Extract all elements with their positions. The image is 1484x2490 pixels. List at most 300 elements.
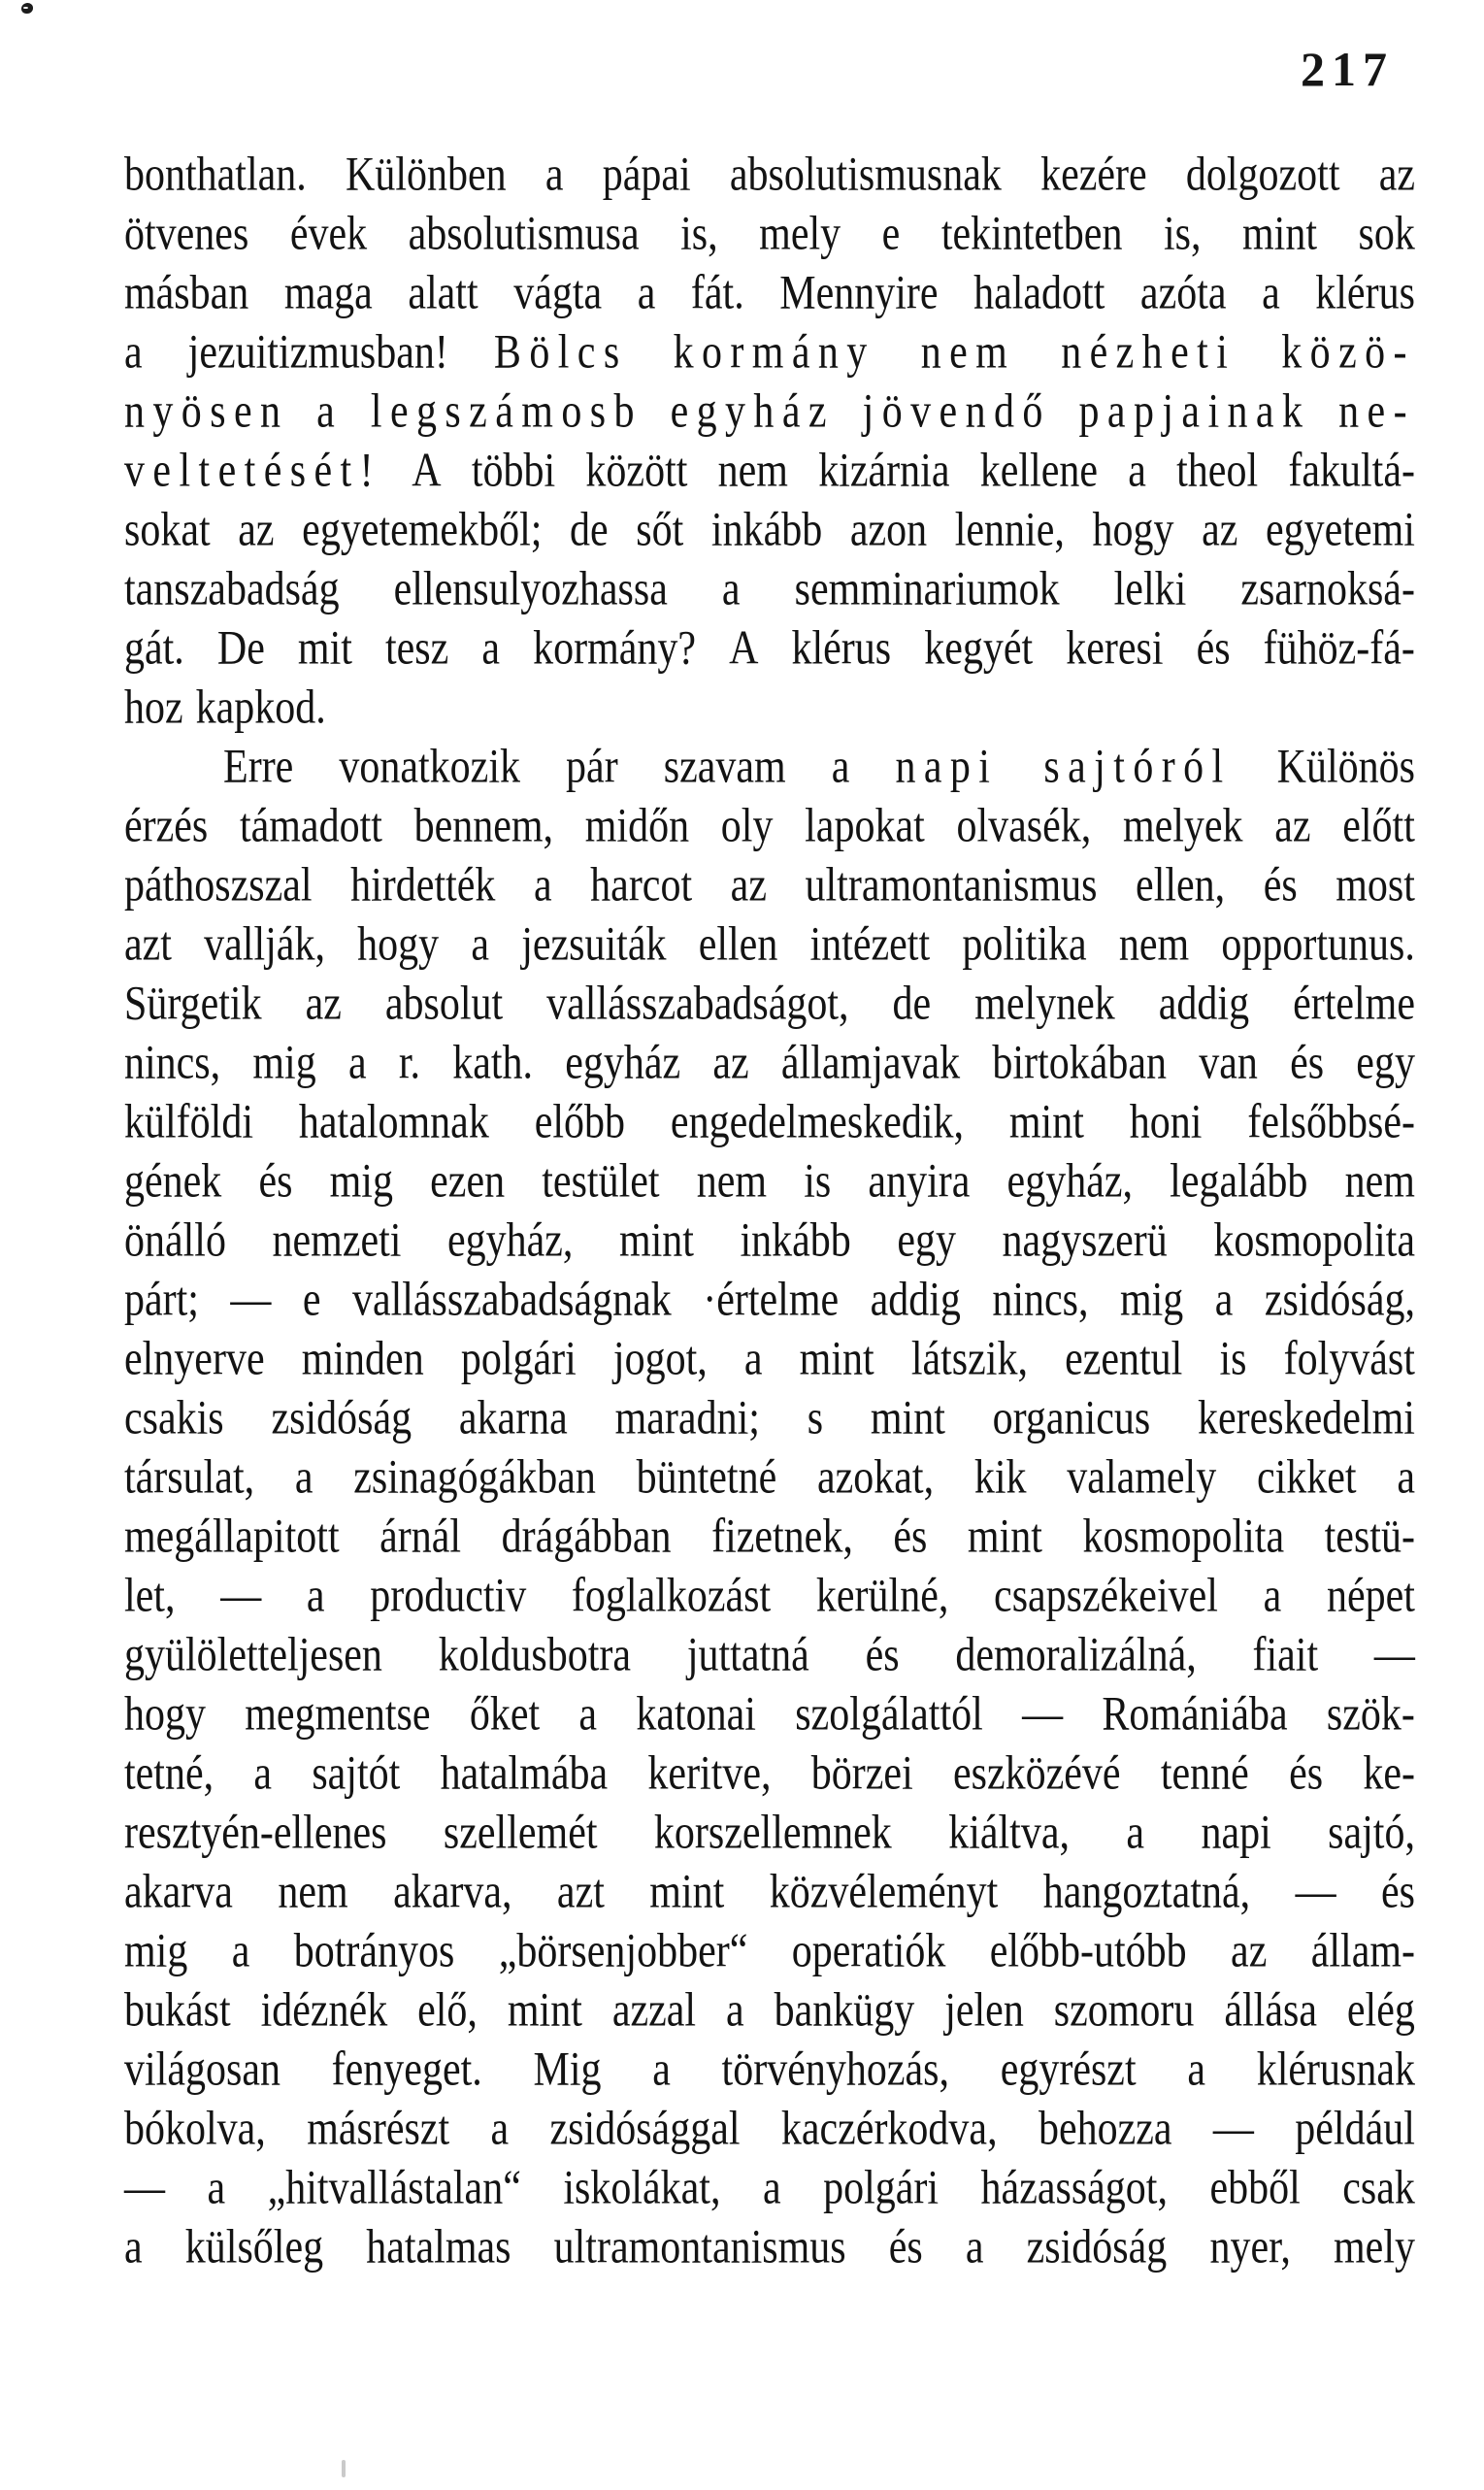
word: — [220, 1569, 262, 1623]
word: sok [1358, 207, 1415, 261]
word: fenyeget. [331, 2042, 482, 2097]
word: szök- [1326, 1687, 1415, 1742]
body-text [124, 146, 1415, 2277]
word: szellemét [443, 1806, 598, 1860]
word: sőt [636, 503, 684, 557]
text-line [124, 2213, 1415, 2283]
word: gát. [124, 621, 184, 676]
word: megmentse [245, 1687, 431, 1742]
word: melynek [974, 977, 1115, 1031]
word: jelen [944, 1983, 1024, 2038]
ink-speck-artifact [21, 3, 33, 14]
word: a [124, 325, 143, 380]
word: pár [566, 740, 618, 794]
word: zsidósággal [549, 2102, 741, 2156]
word: házasságot, [980, 2161, 1168, 2215]
word: hatalomnak [298, 1095, 489, 1149]
word: alatt [408, 266, 478, 320]
word: de [570, 503, 609, 557]
word: akarna [458, 1391, 568, 1445]
word: politika [962, 917, 1087, 972]
word: harcot [590, 858, 693, 913]
word: és [865, 1628, 900, 1682]
word: mig [329, 1154, 393, 1209]
word: zsarnoksá- [1240, 562, 1415, 616]
word: kapkod. [195, 681, 326, 735]
word: megállapitott [124, 1510, 340, 1564]
word: napi [1201, 1806, 1271, 1860]
word: közö- [1281, 325, 1415, 380]
word: a [1397, 1450, 1415, 1505]
word: társulat, [124, 1450, 255, 1505]
word: csakis [124, 1391, 224, 1445]
word: mint [1242, 207, 1318, 261]
word: kizárnia [818, 444, 950, 498]
word: a [1187, 2042, 1205, 2097]
word: polgári [823, 2161, 940, 2215]
word: a [578, 1687, 598, 1742]
paragraph-indent [124, 780, 178, 781]
word: támadott [239, 799, 382, 853]
word: az [1202, 503, 1238, 557]
word: katonai [636, 1687, 756, 1742]
word: korszellemnek [653, 1806, 892, 1860]
word: mig [1119, 1273, 1184, 1327]
word: elnyerve [124, 1332, 265, 1386]
word: bukást [124, 1983, 231, 2038]
word: és [1380, 1865, 1415, 1919]
word: minden [301, 1332, 424, 1386]
word: demoralizálná, [955, 1628, 1197, 1682]
word: klérusnak [1256, 2042, 1415, 2097]
word: és [1196, 621, 1231, 676]
word: előbb-utóbb [989, 1924, 1187, 1978]
word: vonatkozik [339, 740, 520, 794]
word: most [1336, 858, 1415, 913]
word: külföldi [124, 1095, 253, 1149]
word: azt [556, 1865, 605, 1919]
word: nem [278, 1865, 348, 1919]
word: a [1128, 444, 1146, 498]
page-number: 217 [1301, 42, 1394, 96]
word: de [892, 977, 932, 1031]
word: jövendő [862, 384, 1051, 439]
word: mig [124, 1924, 188, 1978]
word: a [490, 2102, 510, 2156]
word: — [1022, 1687, 1064, 1742]
word: is, [1163, 207, 1202, 261]
word: kiáltva, [948, 1806, 1070, 1860]
word: vallásszabadságot, [546, 977, 849, 1031]
word: mely [759, 207, 841, 261]
word: állam- [1310, 1924, 1415, 1978]
word: nyer, [1209, 2220, 1291, 2274]
word: inkább [740, 1213, 851, 1268]
word: egyház [670, 384, 835, 439]
word: a [544, 148, 564, 202]
word: a [347, 1036, 367, 1090]
word: kik [973, 1450, 1027, 1505]
word: nem [1344, 1154, 1415, 1209]
word: idéznék [260, 1983, 388, 2038]
word: honi [1129, 1095, 1203, 1149]
word: és [888, 2220, 923, 2274]
word: a [294, 1450, 313, 1505]
word: kereskedelmi [1198, 1391, 1415, 1445]
word: folyvást [1283, 1332, 1415, 1386]
word: productiv [370, 1569, 527, 1623]
word: olvasék, [956, 799, 1092, 853]
word: mint [618, 1213, 694, 1268]
word: legszámosb [370, 384, 643, 439]
word: — [1212, 2102, 1254, 2156]
word: egyrészt [1000, 2042, 1137, 2097]
word: birtokában [992, 1036, 1167, 1090]
word: Bölcs [493, 325, 628, 380]
word: mint [649, 1865, 725, 1919]
word: az [1274, 799, 1311, 853]
word: a [1126, 1806, 1145, 1860]
word: van [1199, 1036, 1258, 1090]
word: azzal [611, 1983, 697, 2038]
word: Különös [1276, 740, 1415, 794]
word: csak [1342, 2161, 1415, 2215]
word: a [1263, 1569, 1282, 1623]
word: nemzeti [272, 1213, 402, 1268]
word: a [533, 858, 552, 913]
word: — [1373, 1628, 1415, 1682]
word: anyira [868, 1154, 971, 1209]
word: testü- [1324, 1510, 1415, 1564]
word: kath. [452, 1036, 534, 1090]
word: intézett [809, 917, 931, 972]
word: — [124, 2161, 165, 2215]
word: a [652, 2042, 671, 2097]
word: a [231, 1924, 250, 1978]
word: nem [920, 325, 1016, 380]
word: kegyét [924, 621, 1034, 676]
word: ellen [698, 917, 778, 972]
word: az [305, 977, 342, 1031]
word: „börsenjobber“ [498, 1924, 748, 1978]
word: Romániába [1102, 1687, 1288, 1742]
word: fiait [1252, 1628, 1319, 1682]
word: jogot, [612, 1332, 708, 1386]
word: engedelmeskedik, [670, 1095, 964, 1149]
word: maga [283, 266, 373, 320]
word: kaczérkodva, [780, 2102, 998, 2156]
word: elő, [417, 1983, 478, 2038]
word: mint [967, 1510, 1042, 1564]
word: Erre [223, 740, 294, 794]
word: másrészt [307, 2102, 450, 2156]
word: klérus [791, 621, 892, 676]
word: opportunus. [1221, 917, 1415, 972]
word: — [230, 1273, 272, 1327]
word: Mennyire [779, 266, 939, 320]
word: gének [124, 1154, 222, 1209]
word: az [1378, 148, 1415, 202]
word: nem [1118, 917, 1190, 972]
word: kormány? [533, 621, 697, 676]
word: vallják, [204, 917, 325, 972]
word: hogy [1092, 503, 1174, 557]
word: ne- [1338, 384, 1415, 439]
word: az [238, 503, 275, 557]
word: addig [870, 1273, 961, 1327]
word: többi [471, 444, 556, 498]
word: ötvenes [124, 207, 249, 261]
word: zsidóság [1026, 2220, 1168, 2274]
word: valamely [1067, 1450, 1217, 1505]
word: klérus [1315, 266, 1415, 320]
word: A [729, 621, 759, 676]
word: tesz [385, 621, 449, 676]
word: tekintetben [940, 207, 1123, 261]
word: gyülöletteljesen [124, 1628, 382, 1682]
word: hangoztatná, [1042, 1865, 1251, 1919]
word: legalább [1170, 1154, 1308, 1209]
word: a [726, 1983, 744, 2038]
word: egyház [565, 1036, 681, 1090]
word: a [471, 917, 490, 972]
word: iskolákat, [563, 2161, 721, 2215]
word: hogy [357, 917, 440, 972]
word: ellensulyozhassa [393, 562, 668, 616]
word: sajtóról [1043, 740, 1232, 794]
word: azokat, [817, 1450, 935, 1505]
word: Különben [346, 148, 507, 202]
word: világosan [124, 2042, 280, 2097]
word: nyösen [124, 384, 289, 439]
word: is [804, 1154, 832, 1209]
word: egy [897, 1213, 956, 1268]
word: jezuitizmusban! [187, 325, 448, 380]
word: felsőbbsé- [1247, 1095, 1415, 1149]
word: maradni; [614, 1391, 760, 1445]
word: botrányos [293, 1924, 455, 1978]
word: csapszékeivel [994, 1569, 1218, 1623]
word: theol [1176, 444, 1259, 498]
word: a [306, 1569, 325, 1623]
word: egyház, [446, 1213, 574, 1268]
word: lennie, [954, 503, 1065, 557]
word: közvéleményt [769, 1865, 999, 1919]
word: lelki [1113, 562, 1187, 616]
word: hatalmas [366, 2220, 511, 2274]
word: szolgálattól [795, 1687, 983, 1742]
word: kellene [979, 444, 1098, 498]
word: egyetemi [1266, 503, 1415, 557]
word: mint [870, 1391, 945, 1445]
word: lapokat [805, 799, 925, 853]
word: napi [895, 740, 999, 794]
word: hirdették [350, 858, 496, 913]
word: párt; [124, 1273, 199, 1327]
word: bankügy [774, 1983, 915, 2038]
word: sajtót [312, 1746, 401, 1801]
word: páthoszszal [124, 858, 313, 913]
word: azt [124, 917, 172, 972]
word: akarva, [393, 1865, 512, 1919]
word: és [1263, 858, 1298, 913]
word: fakultá- [1288, 444, 1415, 498]
word: kosmopolita [1082, 1510, 1285, 1564]
word: ultramontanismus [553, 2220, 846, 2274]
word: absolutismusnak [729, 148, 1002, 202]
word: egyetemekből; [302, 503, 543, 557]
word: testület [542, 1154, 660, 1209]
word: pápai [602, 148, 691, 202]
word: a [965, 2220, 984, 2274]
word: az [712, 1036, 749, 1090]
word: behozza [1038, 2102, 1172, 2156]
word: is, [680, 207, 718, 261]
word: ke- [1363, 1746, 1415, 1801]
word: a [207, 2161, 226, 2215]
word: azon [849, 503, 928, 557]
word: állása [1224, 1983, 1317, 2038]
word: a [124, 2220, 143, 2274]
word: az [1231, 1924, 1268, 1978]
word: mint [799, 1332, 874, 1386]
word: veltetését! [124, 444, 381, 498]
word: haladott [973, 266, 1105, 320]
word: a [637, 266, 656, 320]
word: nincs, [124, 1036, 221, 1090]
word: e [881, 207, 901, 261]
word: szavam [663, 740, 786, 794]
word: foglalkozást [571, 1569, 772, 1623]
word: látszik, [910, 1332, 1028, 1386]
word: midőn [584, 799, 690, 853]
word: értelme [1293, 977, 1415, 1031]
word: évek [289, 207, 368, 261]
word: sokat [124, 503, 211, 557]
word: keritve, [647, 1746, 772, 1801]
word: nem [717, 444, 788, 498]
word: absolutismusa [408, 207, 640, 261]
word: hogy [124, 1687, 206, 1742]
word: másban [124, 266, 249, 320]
word: operatiók [791, 1924, 946, 1978]
word: bennem, [413, 799, 554, 853]
word: Mig [533, 2042, 602, 2097]
word: mint [507, 1983, 582, 2038]
word: papjainak [1078, 384, 1311, 439]
word: A [412, 444, 442, 498]
word: kerülné, [815, 1569, 949, 1623]
word: ultramontanismus [805, 858, 1098, 913]
word: hatalmába [440, 1746, 609, 1801]
word: népet [1327, 1569, 1415, 1623]
word: drágábban [501, 1510, 672, 1564]
word: s [807, 1391, 824, 1445]
word: De [216, 621, 265, 676]
word: polgári [460, 1332, 577, 1386]
word: őket [469, 1687, 541, 1742]
word: sajtó, [1328, 1806, 1415, 1860]
word: resztyén-ellenes [124, 1806, 387, 1860]
word: árnál [379, 1510, 462, 1564]
word: a [762, 2161, 781, 2215]
word: — [1295, 1865, 1336, 1919]
word: egy [1356, 1036, 1415, 1090]
word: juttatná [686, 1628, 809, 1682]
word: fühöz-fá- [1263, 621, 1415, 676]
word: dolgozott [1185, 148, 1340, 202]
word: kormány [673, 325, 875, 380]
word: nézheti [1061, 325, 1237, 380]
word: a [831, 740, 850, 794]
word: hoz [124, 681, 183, 735]
word: tenné [1160, 1746, 1249, 1801]
word: tanszabadság [124, 562, 340, 616]
word: elég [1346, 1983, 1415, 2038]
word: ebből [1209, 2161, 1301, 2215]
word: vágta [513, 266, 603, 320]
word: és [1289, 1746, 1324, 1801]
word: vallásszabadságnak [351, 1273, 672, 1327]
word: akarva [124, 1865, 233, 1919]
word: szomoru [1053, 1983, 1195, 2038]
word: „hitvallástalan“ [267, 2161, 521, 2215]
word: ellen, [1136, 858, 1226, 913]
word: a [1262, 266, 1280, 320]
word: inkább [710, 503, 823, 557]
word: külsőleg [184, 2220, 324, 2274]
word: nem [696, 1154, 768, 1209]
scan-artifact [342, 2460, 346, 2477]
word: a [316, 384, 344, 439]
word: zsinagógákban [353, 1450, 596, 1505]
word: a [481, 621, 501, 676]
word: addig [1158, 977, 1250, 1031]
word: a [253, 1746, 273, 1801]
word: államjavak [780, 1036, 961, 1090]
word: és [258, 1154, 293, 1209]
word: mint [1008, 1095, 1084, 1149]
word: és [1290, 1036, 1325, 1090]
word: mely [1334, 2220, 1415, 2274]
word: is [1219, 1332, 1247, 1386]
word: például [1295, 2102, 1415, 2156]
word: oly [720, 799, 774, 853]
word: fát. [690, 266, 744, 320]
word: keresi [1066, 621, 1164, 676]
word: absolut [384, 977, 504, 1031]
word: mit [297, 621, 352, 676]
word: kosmopolita [1213, 1213, 1415, 1268]
word: kezére [1040, 148, 1147, 202]
word: törvényhozás, [721, 2042, 949, 2097]
word: cikket [1256, 1450, 1357, 1505]
word: az [730, 858, 767, 913]
word: mig [252, 1036, 316, 1090]
word: büntetné [636, 1450, 777, 1505]
word: érzés [124, 799, 209, 853]
word: előtt [1342, 799, 1415, 853]
word: semminariumok [794, 562, 1060, 616]
word: e [302, 1273, 321, 1327]
word: a [1214, 1273, 1234, 1327]
word: azóta [1139, 266, 1227, 320]
word: önálló [124, 1213, 226, 1268]
word: zsidóság, [1264, 1273, 1415, 1327]
word: nincs, [992, 1273, 1089, 1327]
word: nagyszerü [1002, 1213, 1168, 1268]
word: jezsuiták [521, 917, 667, 972]
